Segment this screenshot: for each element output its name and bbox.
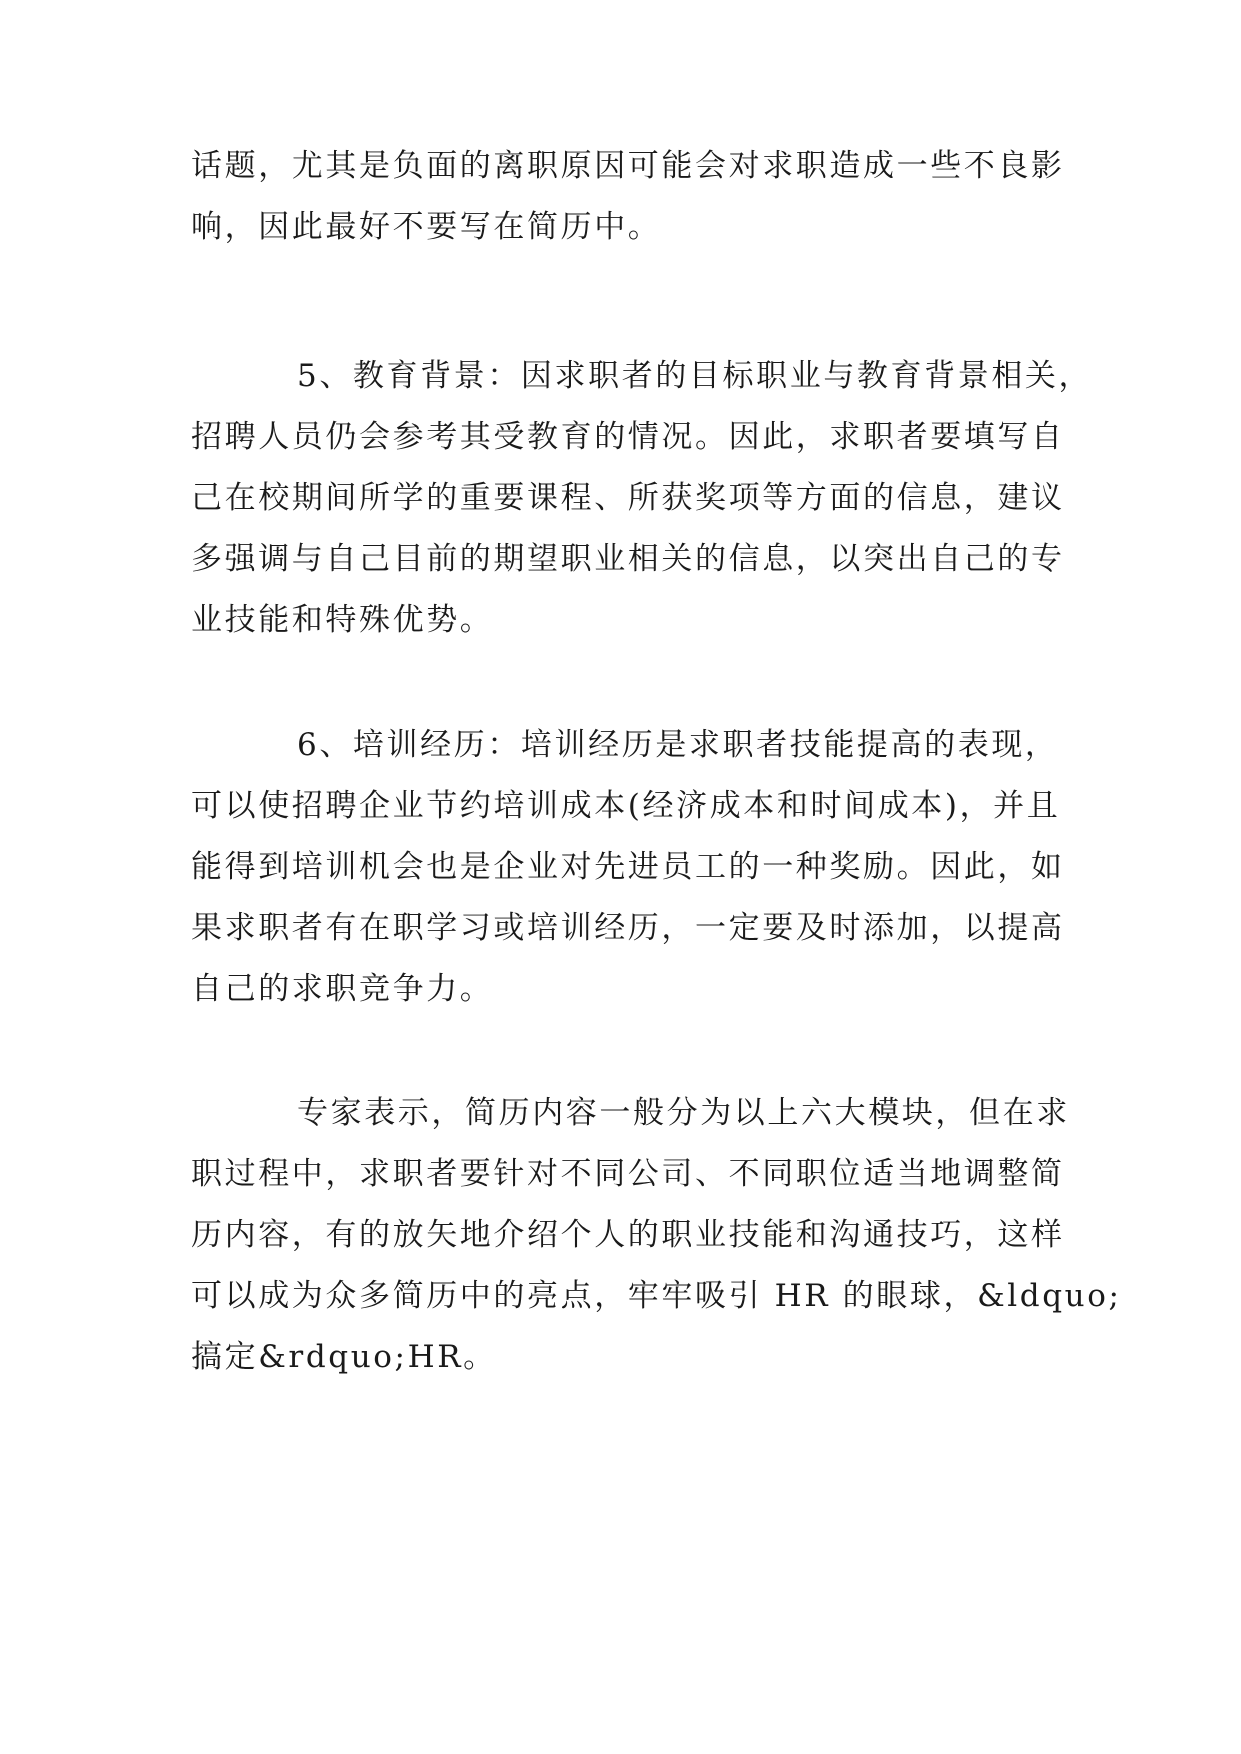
text-line: 专家表示，简历内容一般分为以上六大模块，但在求 (297, 1095, 1070, 1131)
text-line: 历内容，有的放矢地介绍个人的职业技能和沟通技巧，这样 (191, 1217, 1065, 1253)
text-line: 搞定&rdquo;HR。 (191, 1339, 497, 1375)
paragraph-training-experience (191, 715, 1065, 1020)
paragraph-education-background (191, 346, 1093, 651)
text-line: 果求职者有在职学习或培训经历，一定要及时添加，以提高 (191, 910, 1065, 946)
text-line: 可以成为众多简历中的亮点，牢牢吸引 HR 的眼球，&ldquo; (191, 1278, 1122, 1314)
text-line: 可以使招聘企业节约培训成本(经济成本和时间成本)，并且 (191, 788, 1061, 824)
text-line: 多强调与自己目前的期望职业相关的信息，以突出自己的专 (191, 541, 1065, 577)
text-line: 6、培训经历：培训经历是求职者技能提高的表现， (297, 727, 1059, 763)
text-line: 自己的求职竞争力。 (191, 971, 494, 1007)
text-line: 招聘人员仍会参考其受教育的情况。因此，求职者要填写自 (191, 419, 1065, 455)
text-line: 职过程中，求职者要针对不同公司、不同职位适当地调整简 (191, 1156, 1065, 1192)
text-line: 己在校期间所学的重要课程、所获奖项等方面的信息，建议 (191, 480, 1065, 516)
text-line: 能得到培训机会也是企业对先进员工的一种奖励。因此，如 (191, 849, 1065, 885)
paragraph-resignation-reason (191, 136, 1065, 258)
text-line: 话题，尤其是负面的离职原因可能会对求职造成一些不良影 (191, 148, 1065, 184)
text-line: 业技能和特殊优势。 (191, 602, 494, 638)
paragraph-expert-advice (191, 1083, 1122, 1388)
text-line: 响，因此最好不要写在简历中。 (191, 209, 662, 245)
text-line: 5、教育背景：因求职者的目标职业与教育背景相关， (297, 358, 1093, 394)
